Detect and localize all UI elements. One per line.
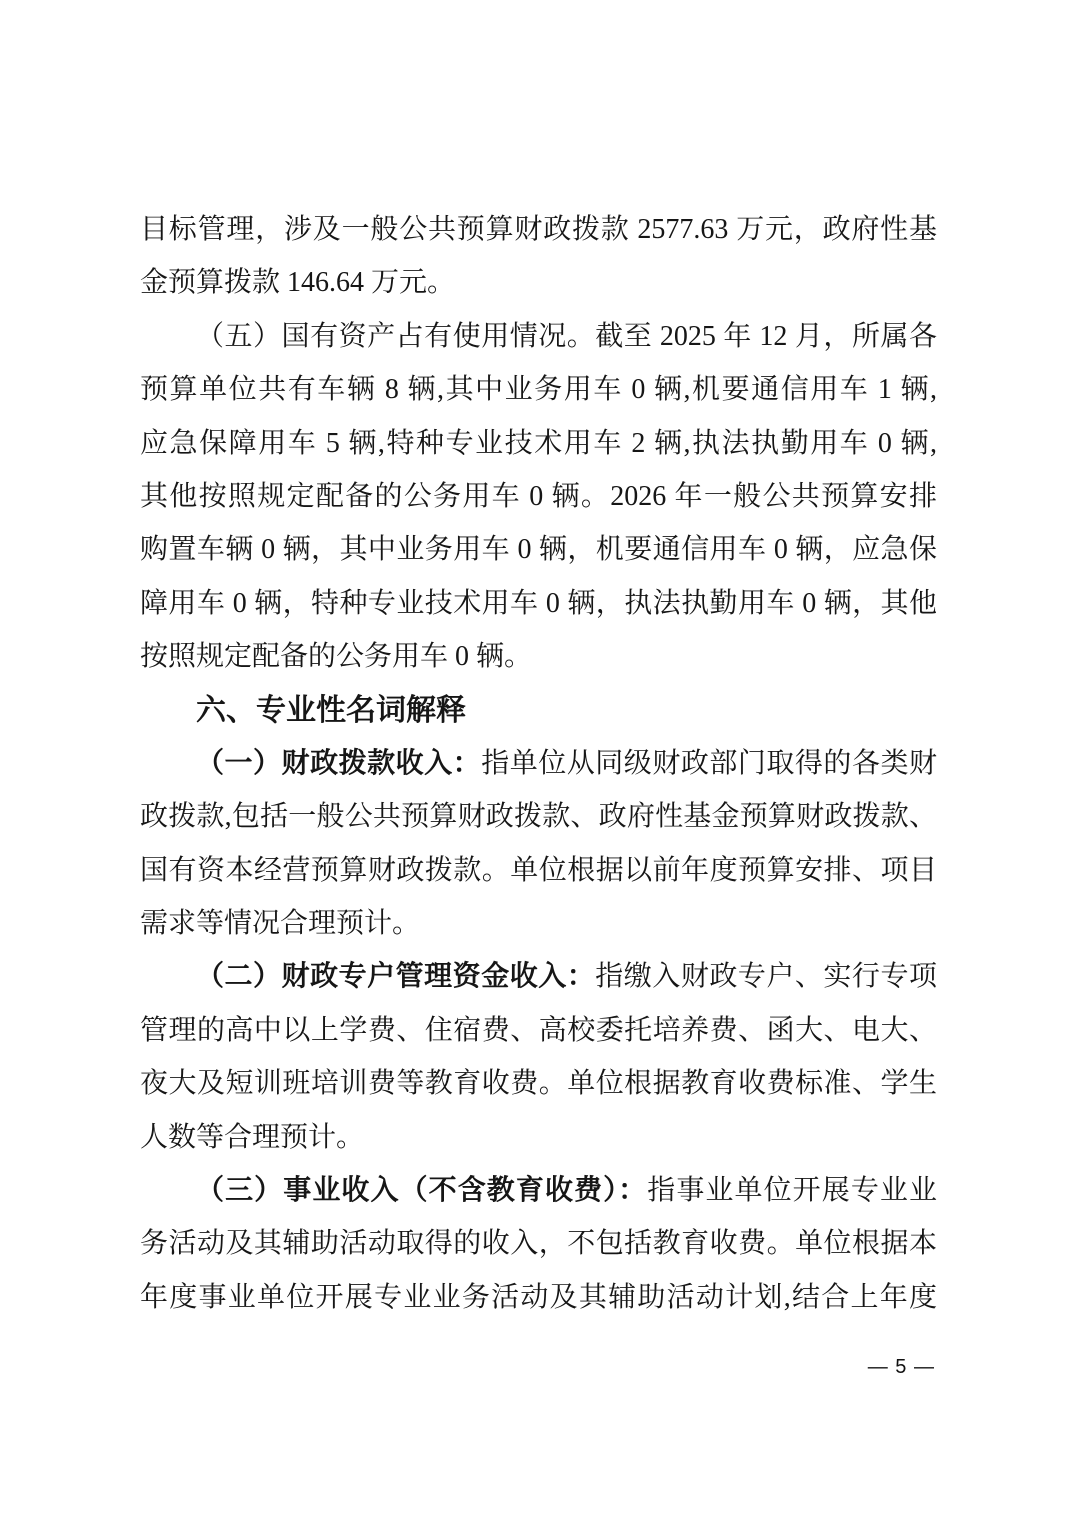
text-segment: 应急保障用车 5 辆,特种专业技术用车 2 辆,执法执勤用车 0 辆, (140, 427, 937, 459)
text-line (140, 1111, 937, 1164)
bold-lead-in: （二）财政专户管理资金收入： (196, 961, 596, 993)
content (140, 203, 937, 1324)
text-line (140, 630, 937, 683)
text-segment: 国有资本经营预算财政拨款。单位根据以前年度预算安排、项目 (140, 854, 937, 886)
text-segment: 管理的高中以上学费、住宿费、高校委托培养费、函大、电大、 (140, 1014, 937, 1046)
text-line (140, 417, 937, 470)
text-segment: 年度事业单位开展专业业务活动及其辅助活动计划,结合上年度 (140, 1281, 937, 1313)
text-line (140, 203, 937, 256)
text-segment: 夜大及短训班培训费等教育收费。单位根据教育收费标准、学生 (140, 1068, 937, 1100)
bold-lead-in: 六、专业性名词解释 (196, 693, 466, 727)
text-segment: 指单位从同级财政部门取得的各类财 (481, 747, 937, 779)
text-line (140, 844, 937, 897)
text-line (140, 310, 937, 363)
text-segment: 政拨款,包括一般公共预算财政拨款、政府性基金预算财政拨款、 (140, 801, 937, 833)
text-line (140, 897, 937, 950)
text-line (140, 737, 937, 790)
text-segment: 金预算拨款 146.64 万元。 (140, 267, 456, 299)
text-line (140, 470, 937, 523)
text-line (140, 577, 937, 630)
text-segment: 其他按照规定配备的公务用车 0 辆。2026 年一般公共预算安排 (140, 480, 937, 512)
text-segment: 障用车 0 辆，特种专业技术用车 0 辆，执法执勤用车 0 辆，其他 (140, 587, 937, 619)
text-segment: 人数等合理预计。 (140, 1121, 365, 1153)
text-line (140, 1217, 937, 1270)
text-segment: 需求等情况合理预计。 (140, 908, 421, 940)
bold-lead-in: （一）财政拨款收入： (196, 747, 482, 779)
text-line (140, 523, 937, 576)
text-segment: 目标管理，涉及一般公共预算财政拨款 2577.63 万元，政府性基 (140, 214, 937, 245)
text-segment: 指事业单位开展专业业 (647, 1175, 937, 1207)
text-segment: 预算单位共有车辆 8 辆,其中业务用车 0 辆,机要通信用车 1 辆, (140, 374, 937, 406)
bold-lead-in: （三）事业收入（不含教育收费）： (196, 1175, 648, 1207)
text-line (140, 1164, 937, 1217)
text-line (140, 363, 937, 416)
page-number: — 5 — (867, 1356, 935, 1378)
text-segment: （五）国有资产占有使用情况。截至 2025 年 12 月，所属各 (196, 320, 937, 352)
text-segment: 购置车辆 0 辆，其中业务用车 0 辆，机要通信用车 0 辆，应急保 (140, 534, 937, 566)
text-line (140, 950, 937, 1003)
text-segment: 按照规定配备的公务用车 0 辆。 (140, 641, 533, 673)
section-heading (140, 684, 937, 737)
text-segment: 指缴入财政专户、实行专项 (595, 961, 937, 993)
text-line (140, 256, 937, 309)
text-line (140, 790, 937, 843)
text-line (140, 1004, 937, 1057)
text-line (140, 1057, 937, 1110)
text-line (140, 1271, 937, 1324)
text-segment: 务活动及其辅助活动取得的收入，不包括教育收费。单位根据本 (140, 1228, 937, 1260)
